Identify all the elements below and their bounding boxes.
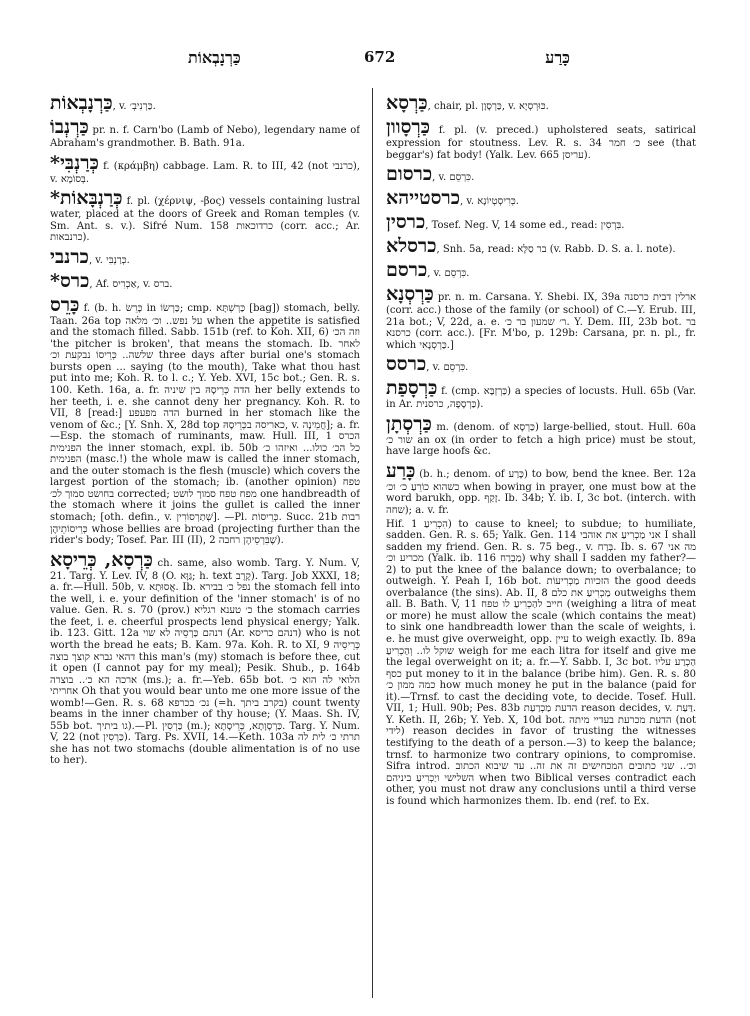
dictionary-entry	[50, 152, 360, 186]
entry-headword: *כְּרַנְבָּאוֹת	[50, 187, 123, 210]
entry-headword: כַּרְסְנָא	[386, 283, 434, 306]
entry-headword: כרנבי	[50, 245, 89, 268]
entry-body: f. pl. (χέρνιψ, -βος) vessels containing lustral water, placed at the doors of Greek and Roman temples (v. Sm. Ant. s. v.). Sifré Num. 158 כרדוכאות (corr. acc.; Ar. כרנבאות).	[50, 196, 360, 244]
page-number: 672	[364, 48, 396, 66]
entry-headword: *כרס	[50, 269, 90, 292]
entry-body: ch. same, also womb. Targ. Y. Num. V, 21. Targ. Y. Lev. IV, 8 (O. גַּוָּא; h. text קֶרֶב). Targ. Job XXXI, 18; a. fr.—Hull. 50b, v. אֲסוּתָא. Ib. נפל כ׳ בבירא the stomach fell into the well, i. e. your definition of the 'inner stomach' is of no value. Gen. R. s. 70 (prov.) כ׳ טענא רגליא the stomach carries the feet, i. e. cheerful prospects lend physical energy; Yalk. ib. 123. Gitt. 12a דנהם כַּרְסֵיה לא שוי (Ar. דנהם כריסא) who is not worth the bread he eats; B. Kam. 97a. Koh. R. to XI, 9 כְּרֵיסֵיה דהאי גברא קוצך בוצה this man's (my) stomach is before thee, cut it open (I cannot pay for my meal); Pesik. Shub., p. 164b ארכה הא כ׳.. בוצרה (ms.); a. fr.—Yeb. 65b bot. הלואי לה הוא כ׳ אחריתי Oh that you would bear unto me one more issue of the womb!—Gen. R. s. 68 נכ׳ בכרפא (=h. בקרב ביתך) count twenty beams in the inner chamber of thy house; (Y. Maas. Sh. IV, 55b bot. גו ביתיך).—Pl. כַּרְסִין (m.); כַּרְסָוָתָא, כְּרֵיסָתָא. Targ. Y. Num. V, 22 (not כַּרְסִין). Targ. Ps. XVII, 14.—Keth. 103a תרתי כ׳ לית לה she has not two stomachs (double alimentation is of no use to her).	[50, 557, 360, 767]
dictionary-entry	[50, 549, 360, 767]
dictionary-entry	[50, 246, 360, 268]
entry-body: pr. n. f. Carn'bo (Lamb of Nebo), legendary name of Abraham's grandmother. B. Bath. 91a.	[50, 125, 360, 149]
dictionary-entry	[386, 413, 696, 458]
entry-headword: כָּרֵס	[50, 293, 80, 316]
entry-body: , v. כְּרַנְבִּי.	[88, 254, 130, 266]
dictionary-entry	[386, 187, 696, 209]
dictionary-entry	[386, 377, 696, 411]
column-divider	[372, 88, 373, 998]
entry-body: (b. h.; denom. of כֶּרַע) to bow, bend the knee. Ber. 12a כשהוא כוֹרֵעַ כ׳ וכ׳ when bowing in prayer, one must bow at the word barukh, opp. זָקַף. Ib. 34b; Y. ib. I, 3c bot. (interch. with שחה); a. v. fr.	[386, 468, 696, 517]
entry-body: f. (κράμβη) cabbage. Lam. R. to III, 42 (not כרנבי), v. בְּסוֹמָא.	[50, 160, 360, 185]
entry-headword: כַּרְסָא, כְּרֵיסָא	[50, 548, 153, 571]
dictionary-entry	[386, 519, 696, 808]
dictionary-entry	[50, 187, 360, 244]
entry-body: f. (b. h. כָּרֵשׂ in כַּרְשׂוֹ; cmp. כַּרְשְׁתָּא [bag]) stomach, belly. Taan. 26a top על נפש.. וכ׳ מלאה when the appetite is satisfied and the stomach filled. Sabb. 151b (ref. to Koh. XII, 6) וזה הכ׳ 'the pitcher is broken', that means the stomach. Ib. לאחר שלשה.. כְּרֵיסוֹ נבקעת וכ׳ three days after burial one's stomach bursts open ... saying (to the mouth), Take what thou hast put into me; Koh. R. to l. c.; Y. Yeb. XVI, 15c bot.; Gen. R. s. 100. Keth. 16a, a. fr. הדה כְּרֵיסָהּ בין שיניה her belly extends to her teeth, i. e. she cannot deny her pregnancy. Koh. R. to VII, 8 [read:] הדה מפעפע burned in her stomach like the venom of &c.; [Y. Snh. X, 28d top כאריסה בכְּרֵיסָהּ, v. חֲמֵינָה]; a. fr.—Esp. the stomach of ruminants, maw. Hull. III, 1 הכרס הפנימית the inner stomach, expl. ib. 50b כל הכ׳ כולו... ואיזהו כ׳ הפנימית (masc.!) the whole maw is called the inner stomach, and the outer stomach is the flesh (muscle) which covers the largest portion of the stomach; ib. (another opinion) טפח בחושט סמוך לכ׳ corrected; מפח טפח סמוך לושט one handbreadth of the stomach where it joins the gullet is called the inner stomach; [oth. defin., v. שְׁתַרְסוֹרִין]. —Pl. כְּרֵיסוֹת. Succ. 21b רבות כְּרֵיסוֹתֵיהֶן whose bellies are broad (projecting further than the rider's body; Tosef. Par. III (II), 2 שֶׁבִּרְסֵיהֶן רחבה).	[50, 302, 360, 547]
dictionary-entry	[50, 294, 360, 547]
entry-body: , v. כִּרְסֵם.	[432, 172, 475, 184]
dictionary-entry	[386, 116, 696, 161]
entry-headword: כרסם	[386, 259, 428, 282]
entry-body: , chair, pl. כַּרְסָוָן, v. כּוּרְסְיָא.	[427, 101, 549, 112]
entry-headword: כַּרְנְבוֹ	[50, 116, 89, 138]
dictionary-entry	[386, 211, 696, 233]
entry-headword: כרסין	[386, 211, 426, 234]
page-header	[48, 48, 710, 70]
dictionary-entry	[386, 259, 696, 281]
entry-body: , v. כִּרְסֵם.	[426, 362, 469, 374]
dictionary-entry	[50, 92, 360, 114]
entry-headword: *כְּרַנְבִּי	[50, 151, 99, 174]
left-column	[50, 92, 360, 1012]
entry-body: , v. כַּרְנִיבְ׳.	[112, 101, 156, 112]
entry-body: f. (cmp. כַּרְזְבָּא) a species of locusts. Hull. 65b (Var. in Ar. כַּרְסָפָה, כרסנית).	[386, 386, 696, 411]
dictionary-entry	[50, 116, 360, 150]
entry-headword: כַּרְסָא	[386, 92, 428, 114]
header-left-word: כַּרְנָבְאוֹת	[188, 48, 241, 67]
entry-headword: כַּרְסְתָן	[386, 412, 432, 435]
dictionary-entry	[386, 92, 696, 114]
entry-body: m. (denom. of כַּרְסָא) large-bellied, stout. Hull. 60a שור כ׳ an ox (in order to fetch a high price) must be stout, have large hoofs &c.	[386, 421, 696, 458]
right-column	[386, 92, 696, 1012]
entry-headword: כרסס	[386, 353, 427, 376]
entry-headword: כַּרְסָפַת	[386, 377, 438, 400]
header-right-word: כָּרַע	[545, 48, 570, 67]
entry-headword: כרסלא	[386, 235, 437, 258]
dictionary-entry	[50, 270, 360, 292]
entry-body: , Af. אַכְרִיס, v. ברס.	[89, 278, 173, 290]
entry-body: , v. כְּרִיסְטְיוֹנָא.	[460, 196, 519, 208]
dictionary-entry	[386, 163, 696, 185]
entry-headword: כַּרְסָוון	[386, 116, 430, 138]
entry-headword: כרסום	[386, 163, 433, 186]
entry-headword: כָּרַע	[386, 459, 416, 482]
dictionary-entry	[386, 283, 696, 351]
dictionary-entry	[386, 460, 696, 517]
entry-body: , v. כִּרְסֵם.	[427, 268, 470, 280]
dictionary-entry	[386, 353, 696, 375]
entry-body: , Snh. 5a, read: בר סַלָּא (v. Rabb. D. S. a. l. note).	[436, 244, 676, 256]
dictionary-entry	[386, 235, 696, 257]
entry-body: pr. n. m. Carsana. Y. Shebi. IX, 39a ארלין דבית כרסנה (corr. acc.) those of the family (or school) of C.—Y. Erub. III, 21a bot.; V, 22d, a. e. ר׳ שמעון בר כ׳. Y. Dem. III, 23b bot. בר כרסנא (corr. acc.). [Fr. M'bo, p. 129b: Carsana, pr. n. pl., fr. which כַּרְסְנָאִי.]	[386, 292, 696, 351]
entry-body: Hif. הִכְרִיעַ 1) to cause to kneel; to subdue; to humiliate, sadden. Gen. R. s. 65; Yalk. Gen. 114 אני מַכְרִיעַ את אוהבי I shall sadden my friend. Gen. R. s. 75 beg., v. בְּרַח. Ib. s. 67 מה אני מכריע וכ׳ (Yalk. ib. 116 מַבְרַח) why shall I sadden my father?—2) to put the knee of the balance down; to overbalance; to outweigh. Y. Peah I, 16b bot. הזכיות מַכְרִיעוֹת the good deeds overbalance (the sins). Ab. II, 8 מַכְרִיעַ את כלם outweighs them all. B. Bath. V, 11 חייב להַכְרִיעַ לו טפח (weighing a litra of meat or more) he must allow the scale (which contains the meat) to sink one handbreadth lower than the scale of weights, i. e. he must give overweight, opp. עיין to weigh exactly. Ib. 89a שוקל לו.. וְהַכְרִיעַ weigh for me each litra for itself and give me the legal overweight on it; a. fr.—Y. Sabb. I, 3c bot. הַכְרַע עליו כסף put money to it in the balance (bribe him). Gen. R. s. 80 כמה ממון כ׳ how much money he put in the balance (paid for it).—Trnsf. to cast the deciding vote, to decide. Tosef. Hull. VII, 1; Hull. 90b; Pes. 83b הדעת מַכְרַעַת reason decides, v. דַּעַת. Y. Keth. II, 26b; Y. Yeb. X, 10d bot. הדעת מכרעת בעדיי מיתה (not לידי) reason decides in favor of trusting the witnesses testifying to the death of a person.—3) to keep the balance; trnsf. to harmonize two contrary opinions, to compromise. Sifra introd. וכ׳.. שני כתובים המכחישים זה את זה.. עד שיבוא הכתוב השלישי ויַכְרִיעַ ביניהם when two Biblical verses contradict each other, you must not draw any conclusions until a third verse is found which harmonizes them. Ib. end (ref. to Ex.	[386, 518, 696, 807]
entry-body: , Tosef. Neg. V, 14 some ed., read: בִּרְסִין.	[425, 220, 625, 232]
entry-headword: כרסטייהא	[386, 187, 460, 210]
entry-body: f. pl. (v. preced.) upholstered seats, satirical expression for stoutness. Lev. R. s. 34 כ׳ חמר see (that beggar's) fat body! (Yalk. Lev. 665 עריסן).	[386, 125, 696, 161]
entry-headword: כַּרְנָבְאוֹת	[50, 92, 113, 114]
